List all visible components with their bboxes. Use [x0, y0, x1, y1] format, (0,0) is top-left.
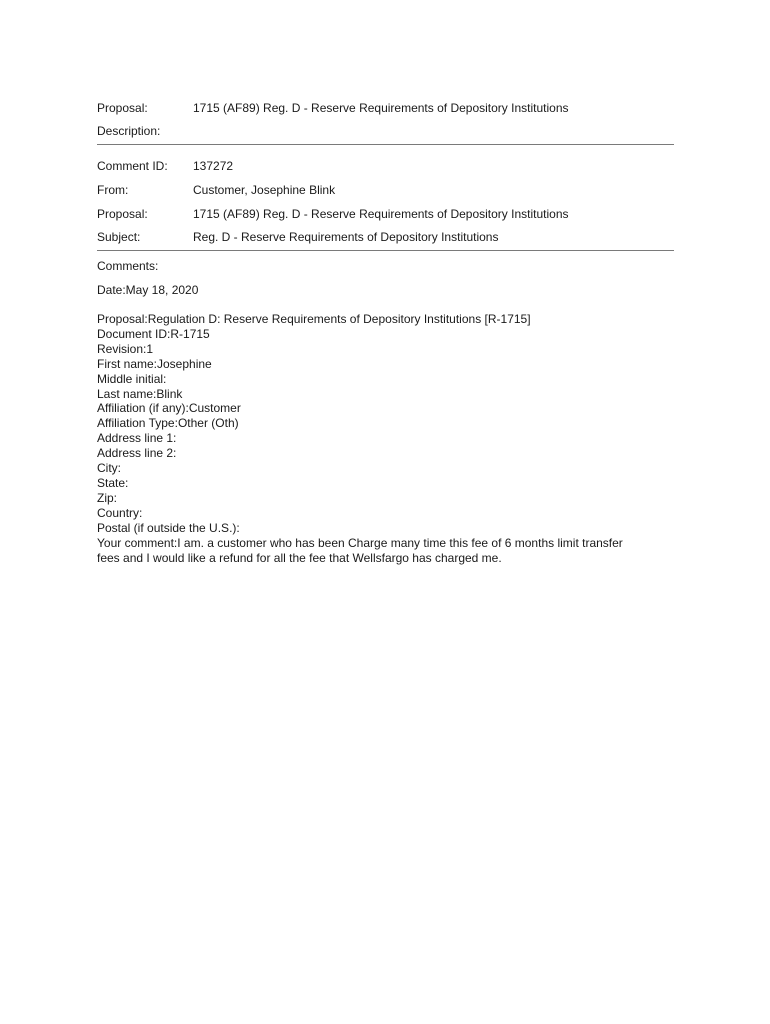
proposal-label: Proposal: — [97, 101, 148, 115]
body-line: Affiliation (if any):Customer — [97, 401, 241, 416]
from-label: From: — [97, 183, 129, 197]
divider-top — [97, 144, 674, 145]
comments-label: Comments: — [97, 259, 159, 273]
comment-id-label: Comment ID: — [97, 159, 168, 173]
body-line: Address line 1: — [97, 431, 177, 446]
body-line: Last name:Blink — [97, 386, 183, 401]
body-line: Revision:1 — [97, 341, 154, 356]
body-line: First name:Josephine — [97, 356, 212, 371]
body-line: State: — [97, 475, 129, 490]
body-line: City: — [97, 461, 121, 476]
your-comment-line-2: fees and I would like a refund for all the fee that Wellsfargo has charged me. — [97, 550, 502, 565]
from-value: Customer, Josephine Blink — [193, 183, 336, 197]
body-line: Country: — [97, 505, 143, 520]
meta-proposal-label: Proposal: — [97, 207, 148, 221]
your-comment-line-1: Your comment:I am. a customer who has been Charge many time this fee of 6 months limit transfer — [97, 535, 623, 550]
body-line: Postal (if outside the U.S.): — [97, 520, 240, 535]
body-line: Address line 2: — [97, 446, 177, 461]
body-line: Proposal:Regulation D: Reserve Requirements of Depository Institutions [R-1715] — [97, 312, 531, 326]
proposal-value: 1715 (AF89) Reg. D - Reserve Requirements of Depository Institutions — [193, 101, 569, 115]
comment-id-value: 137272 — [193, 159, 234, 173]
comment-body — [97, 312, 657, 565]
body-line: Zip: — [97, 490, 118, 505]
body-line: Middle initial: — [97, 371, 167, 386]
subject-value: Reg. D - Reserve Requirements of Depository Institutions — [193, 230, 499, 244]
meta-proposal-value: 1715 (AF89) Reg. D - Reserve Requirements of Depository Institutions — [193, 207, 569, 221]
subject-label: Subject: — [97, 230, 141, 244]
divider-bottom — [97, 250, 674, 251]
comment-date: Date:May 18, 2020 — [97, 283, 199, 297]
body-line: Document ID:R-1715 — [97, 326, 210, 341]
body-line: Affiliation Type:Other (Oth) — [97, 416, 239, 431]
description-label: Description: — [97, 124, 161, 138]
